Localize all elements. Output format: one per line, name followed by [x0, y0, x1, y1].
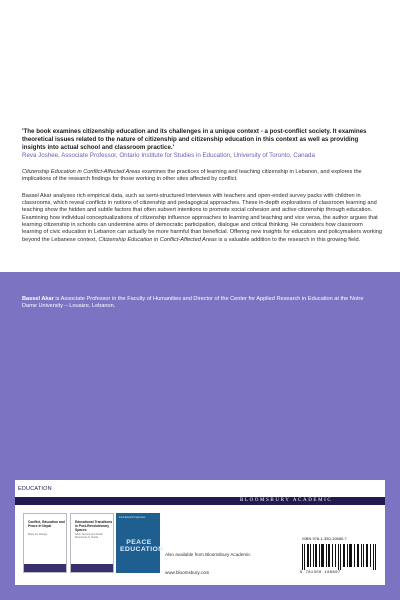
book-title-italic: Citizenship Education in Conflict-Affected Areas — [22, 169, 141, 176]
endorsement-attribution: Reva Joshee, Associate Professor, Ontario Institute for Studies in Education, University of Toronto, Canada — [22, 152, 315, 160]
description-text: examines the practices of learning and teaching citizenship in Lebanon, and explores the implications of the research findings for those working in other sites affected by conflict. — [22, 169, 362, 183]
related-book-subtitle: Islam, Security and Social Movements in Tunisia — [75, 533, 103, 539]
barcode-digits: 9 781350 106807 — [300, 571, 341, 575]
related-book-cover-1 — [23, 513, 67, 573]
related-book-title: Conflict, Education and Peace in Nepal — [28, 520, 65, 529]
endorsement-quote: 'The book examines citizenship education and its challenges in a unique context - a post-conflict society. It examines theoretical issues related to the nature of citizenship and citizenship education in this context as well as providing insights into actual school and classroom practice.' — [22, 128, 367, 151]
description-text-end: is a valuable addition to the research in this growing field. — [216, 236, 361, 243]
description-paragraph-2 — [22, 193, 382, 244]
subject-category: EDUCATION — [18, 486, 52, 492]
related-book-title: Educational Transitions in Post-Revolutionary Spaces — [75, 520, 113, 533]
related-book-title: PEACE EDUCATION — [120, 539, 164, 553]
author-bio-text: is Associate Professor in the Faculty of Humanities and Director of the Center for Applied Research in Education at the Notre Dame University – Louaize, Lebanon. — [22, 296, 364, 310]
author-bio — [22, 296, 372, 311]
barcode-icon — [300, 544, 380, 570]
description-paragraph-1 — [22, 169, 382, 184]
book-title-italic: Citizenship Education in Conflict-Affected Areas — [98, 236, 217, 243]
related-book-cover-2 — [70, 513, 114, 573]
publisher-name: BLOOMSBURY ACADEMIC — [240, 498, 333, 503]
related-book-subtitle: International Perspectives — [119, 517, 146, 519]
description-text: Bassel Akar analyses rich empirical data, such as semi-structured interviews with teachers and open-ended survey packs with children in classrooms, which reveal conflicts in notions of citizenship and pedagogical approaches. These in-depth explorations of classroom learning and teaching show the hidden and subtle factors that often subvert intentions to promote social cohesion and active citizenship through education. Examining how individual conceptualizations of citizenship influence approaches to learning and teaching and vice versa, the author argues that learning citizenship in schools can undermine aims of democratic participation, dialogue and critical thinking. He considers how classroom learning of civic education in Lebanon can actually be more harmful than beneficial. Offering new insights for educators and policymakers working beyond the Lebanese context, — [22, 192, 382, 243]
related-book-subtitle: Being the Change — [28, 533, 48, 536]
related-book-bar — [71, 564, 113, 572]
isbn-text: ISBN 978-1-350-10680-7 — [302, 536, 347, 541]
also-available-text: Also available from Bloomsbury Academic — [165, 552, 251, 557]
blurb — [22, 128, 382, 244]
related-book-cover-3 — [116, 513, 164, 573]
author-name: Bassel Akar — [22, 296, 54, 302]
publisher-website: www.bloomsbury.com — [165, 570, 210, 575]
related-book-bar — [24, 564, 66, 572]
